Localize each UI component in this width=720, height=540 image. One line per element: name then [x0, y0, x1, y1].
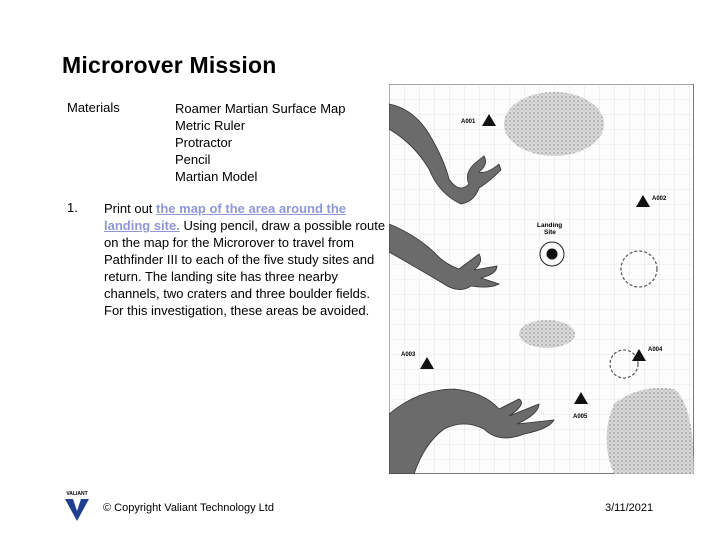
site-label-a001: A001	[461, 119, 476, 125]
site-label-a002: A002	[652, 196, 667, 202]
site-label-a005: A005	[573, 414, 588, 420]
logo-text: VALIANT	[66, 491, 88, 497]
mars-surface-map	[389, 84, 694, 474]
step-text-after: Using pencil, draw a possible route on the map for the Microrover to travel from Pathfinder III to each of the five study sites and return. The landing site has three nearby channels, two craters and three boulder fields. For this investigation, these areas be avoided.	[104, 218, 386, 318]
materials-label: Materials	[67, 100, 120, 115]
map-link[interactable]: the map of the area around the landing site.	[104, 201, 347, 233]
site-label-a004: A004	[648, 347, 663, 353]
footer-date: 3/11/2021	[605, 502, 654, 514]
site-label-a003: A003	[401, 352, 416, 358]
material-item: Roamer Martian Surface Map	[175, 101, 346, 116]
step-text	[104, 200, 386, 319]
landing-site-label: Site	[544, 229, 556, 236]
material-item: Pencil	[175, 152, 211, 167]
valiant-logo	[59, 489, 95, 523]
footer-copyright: © Copyright Valiant Technology Ltd	[103, 502, 274, 514]
boulder-field	[519, 320, 575, 348]
materials-list	[175, 100, 346, 185]
step-number: 1.	[67, 200, 78, 215]
material-item: Metric Ruler	[175, 118, 246, 133]
landing-site-dot	[547, 249, 558, 260]
landing-site-label: Landing	[537, 222, 563, 229]
material-item: Protractor	[175, 135, 233, 150]
material-item: Martian Model	[175, 169, 258, 184]
slide-title: Microrover Mission	[62, 52, 277, 78]
step-text-before: Print out	[104, 201, 157, 216]
boulder-field	[607, 388, 695, 474]
boulder-field	[504, 92, 604, 156]
